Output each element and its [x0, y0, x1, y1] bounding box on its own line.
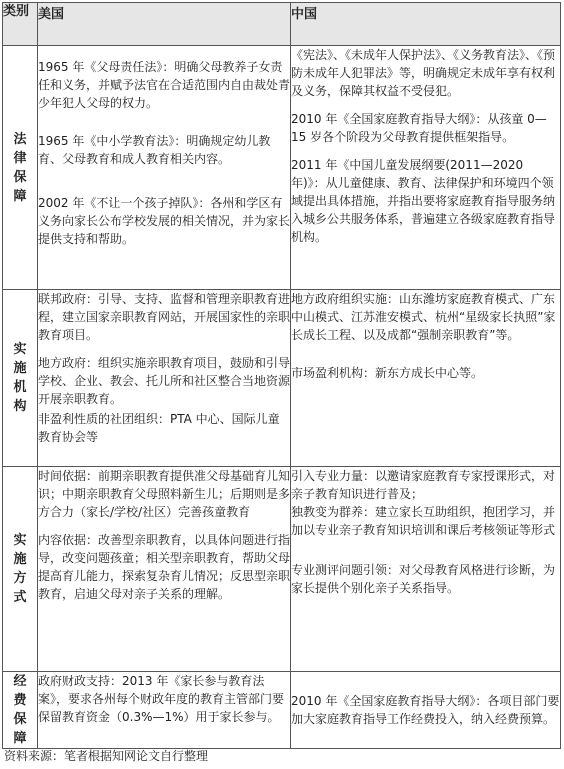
category-implementing-bodies	[3, 290, 38, 467]
china-methods-item: 引入专业力量：以邀请家庭教育专家授课形式，对亲子教育知识进行普及；	[291, 469, 556, 501]
usa-bodies-cell	[38, 290, 291, 467]
category-char: 实	[13, 342, 27, 357]
china-methods-cell	[291, 467, 561, 672]
usa-methods-cell	[38, 467, 291, 672]
table-row-legal-protection	[3, 46, 561, 290]
china-bodies-item: 地方政府组织实施：山东潍坊家庭教育模式、广东中山模式、江苏淮安模式、杭州“星级家长执照”家长成长工程、以及成都“强制亲职教育”等。	[291, 292, 556, 342]
usa-funding-cell	[38, 672, 291, 749]
usa-funding-item: 政府财政支持：2013 年《家长参与教育法案》，要求各州每个财政年度的教育主管部门要保留教育资金（0.3%—1%）用于家长参与。	[38, 674, 285, 724]
china-funding-item: 2010 年《全国家庭教育指导大纲》：各项目部门要加大家庭教育指导工作经费投入，纳入经费预算。	[291, 694, 560, 726]
category-char: 构	[13, 399, 27, 414]
category-char: 保	[13, 712, 27, 727]
comparison-table	[2, 2, 561, 749]
china-legal-item: 2010 年《全国家庭教育指导大纲》：从孩童 0—15 岁各个阶段为父母教育提供框架指导。	[291, 112, 547, 144]
usa-methods-item: 内容依据：改善型亲职教育，以具体问题进行指导，改变问题孩童；相关型亲职教育，帮助父母提高育儿能力，探索复杂育儿情况；反思型亲职教育，启迪父母对亲子关系的理解。	[38, 533, 291, 601]
table-row-implementing-bodies	[3, 290, 561, 467]
category-legal-protection	[3, 46, 38, 290]
china-methods-item: 独教变为群养：建立家长互助组织，抱团学习，并加以专业亲子教育知识培训和课后考核领证等形式	[291, 505, 556, 537]
usa-bodies-item: 联邦政府：引导、支持、监督和管理亲职教育进程，建立国家亲职教育网站，开展国家性的亲职教育项目。	[38, 292, 291, 342]
category-char: 保	[13, 169, 27, 185]
china-legal-item: 2011 年《中国儿童发展纲要(2011—2020 年)》：从儿童健康、教育、法律保护和环境四个领域提出具体措施，并指出要将家庭教育指导服务纳入城乡公共服务体系，普遍建立各级家庭教育指导机构。	[291, 158, 556, 244]
table-row-implementation-methods	[3, 467, 561, 672]
category-char: 式	[13, 590, 27, 605]
header-china: 中国	[291, 3, 561, 46]
china-legal-item: 《宪法》、《未成年人保护法》、《义务教育法》、《预防未成年人犯罪法》等，明确规定未成年享有权利及义务，保障其权益不受侵犯。	[291, 48, 556, 98]
category-char: 法	[13, 131, 27, 147]
category-char: 障	[13, 731, 27, 746]
category-char: 障	[13, 188, 27, 204]
china-funding-cell	[291, 672, 561, 749]
category-char: 方	[13, 571, 27, 586]
china-bodies-item: 市场盈利机构：新东方成长中心等。	[291, 366, 484, 380]
category-char: 实	[13, 533, 27, 548]
usa-legal-item: 1965 年《中小学教育法》：明确规定幼儿教育、父母教育和成人教育相关内容。	[38, 134, 271, 166]
china-methods-item: 专业测评问题引领：对父母教育风格进行诊断，为家长提供个别化亲子关系指导。	[291, 563, 556, 595]
usa-bodies-item: 非盈利性质的社团组织：PTA 中心、国际儿童教育协会等	[38, 412, 280, 444]
category-char: 经	[13, 674, 27, 689]
usa-bodies-item: 地方政府：组织实施亲职教育项目，鼓励和引导学校、企业、教会、托儿所和社区整合当地资源开展亲职教育。	[38, 356, 291, 406]
usa-legal-item: 1965 年《父母责任法》：明确父母教养子女责任和义务，并赋予法官在合适范围内自由裁处青少年犯人父母的权力。	[38, 60, 291, 110]
category-char: 费	[13, 693, 27, 708]
header-category: 类别	[3, 3, 38, 46]
table-row-funding	[3, 672, 561, 749]
category-char: 机	[13, 380, 27, 395]
china-legal-cell	[291, 46, 561, 290]
category-char: 施	[13, 552, 27, 567]
usa-methods-item: 时间依据：前期亲职教育提供准父母基础育儿知识；中期亲职教育父母照料新生儿；后期则是多方合力（家长/学校/社区）完善孩童教育	[38, 469, 291, 519]
table-header-row	[3, 3, 561, 46]
category-funding	[3, 672, 38, 749]
header-usa: 美国	[38, 3, 291, 46]
source-note: 资料来源：笔者根据知网论文自行整理	[4, 749, 209, 763]
category-char: 施	[13, 361, 27, 376]
category-implementation-methods	[3, 467, 38, 672]
china-bodies-cell	[291, 290, 561, 467]
usa-legal-cell	[38, 46, 291, 290]
usa-legal-item: 2002 年《不让一个孩子掉队》：各州和学区有义务向家长公布学校发展的相关情况，并为家长提供支持和帮助。	[38, 196, 291, 246]
category-char: 律	[13, 150, 27, 166]
